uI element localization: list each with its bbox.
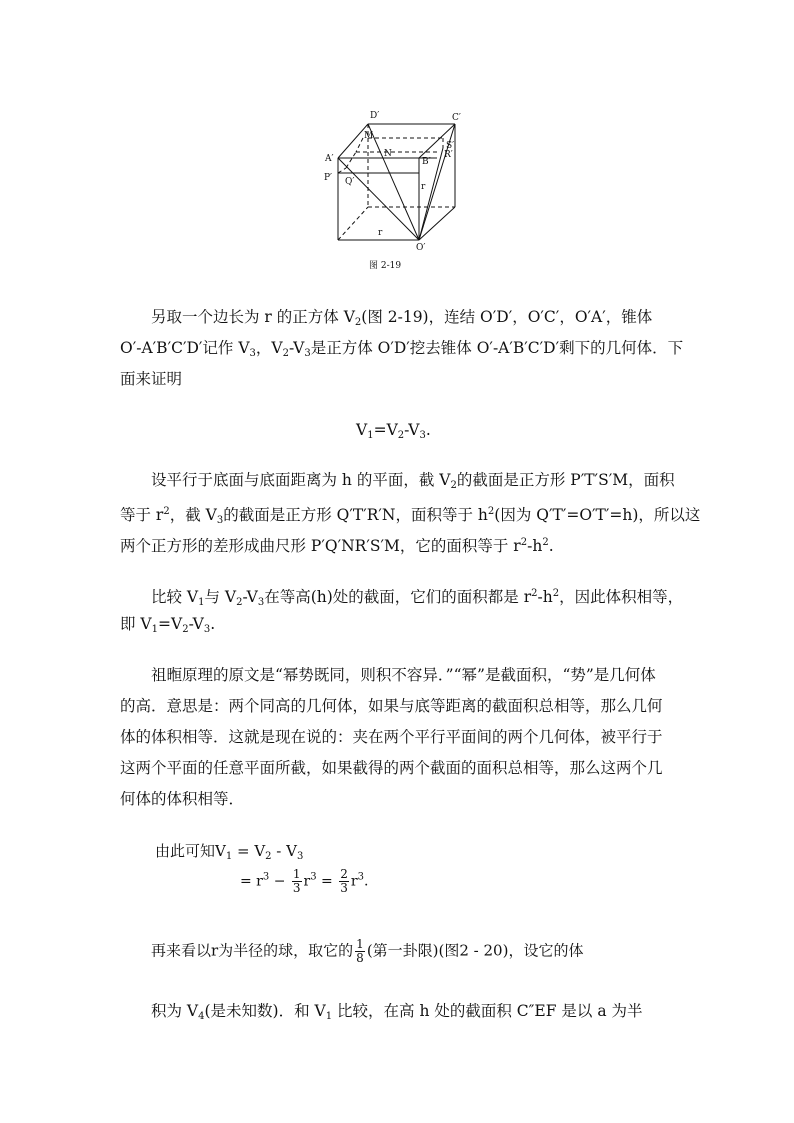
formula-line1: 由此可知$V_1 = V_2 - V_3$ <box>155 842 304 862</box>
label-r1: R′ <box>444 150 453 160</box>
figure-caption: 图 2-19 <box>369 261 402 271</box>
formula-line2: = $r^3$ − $\frac{1}{3}$ $r^3$ = $\frac{2}{3}$ $r^3$. <box>240 867 369 895</box>
label-p1: P′ <box>324 173 333 183</box>
label-s1: S′ <box>446 141 455 151</box>
label-o1: O′ <box>416 243 426 253</box>
label-c1: C′ <box>452 113 461 123</box>
para5-line2: 积为 $V_4$(是未知数)．和 $V_1$ 比较，在高 h 处的截面积 C″EF 是以 a 为半 <box>151 1002 643 1022</box>
para2-line3: 两个正方形的差形成曲尺形 P′Q′NR′S′M，它的面积等于 $r^2-h^2$. <box>120 537 554 555</box>
label-q1: Q′ <box>345 177 355 187</box>
para3-line1: 比较 $V_1$与 $V_2-V_3$在等高(h)处的截面，它们的面积都是 $r^2-h^2$，因此体积相等， <box>151 588 684 608</box>
para5-line1: 再来看以r为半径的球，取它的 $\frac{1}{8}$ (第一卦限)(图2 - 20)，设它的体 <box>151 937 584 965</box>
para1-line3: 面来证明 <box>120 370 183 388</box>
para1-line1: 另取一个边长为 r 的正方体 $V_2$(图 2-19)，连结 O′D′，O′C′，O′A′，锥体 <box>151 308 653 328</box>
equation-v1: $V_1=V_2-V_3$. <box>356 421 431 441</box>
label-d1: D′ <box>370 111 380 121</box>
para4-line5: 何体的体积相等． <box>120 790 245 808</box>
fraction-two-thirds: $\frac{2}{3}$ <box>340 867 348 895</box>
para3-line2: 即 $V_1=V_2-V_3$. <box>120 615 216 635</box>
para4-line4: 这两个平面的任意平面所截，如果截得的两个截面的面积总相等，那么这两个几 <box>120 759 663 777</box>
label-b1: B′ <box>422 157 431 167</box>
cube-figure <box>318 105 468 273</box>
para2-line1: 设平行于底面与底面距离为 h 的平面，截 $V_2$的截面是正方形 P′T′S′M，面积 <box>151 471 675 491</box>
label-r-right: r <box>421 182 426 192</box>
para4-line2: 的高．意思是：两个同高的几何体，如果与底等距离的截面积总相等，那么几何 <box>120 697 663 715</box>
label-r-bottom: r <box>378 228 383 238</box>
fraction-one-eighth: $\frac{1}{8}$ <box>356 937 364 965</box>
label-m: M <box>364 131 374 141</box>
para4-line3: 体的体积相等．这就是现在说的：夹在两个平行平面间的两个几何体，被平行于 <box>120 728 663 746</box>
para4-line1: 祖暅原理的原文是“幂势既同，则积不容异．”“幂”是截面积，“势”是几何体 <box>151 666 656 684</box>
para1-line2: O′-A′B′C′D′记作 $V_3$，$V_2-V_3$是正方体 O′D′挖去锥体 O′-A′B′C′D′剩下的几何体．下 <box>120 339 684 359</box>
label-a1: A′ <box>325 154 334 164</box>
label-n: N <box>384 149 392 159</box>
fraction-one-third: $\frac{1}{3}$ <box>292 867 301 895</box>
para2-line2: 等于 $r^2$，截 $V_3$的截面是正方形 Q′T′R′N，面积等于 $h^2$(因为 Q′T′=O′T′=h)，所以这 <box>120 506 701 526</box>
